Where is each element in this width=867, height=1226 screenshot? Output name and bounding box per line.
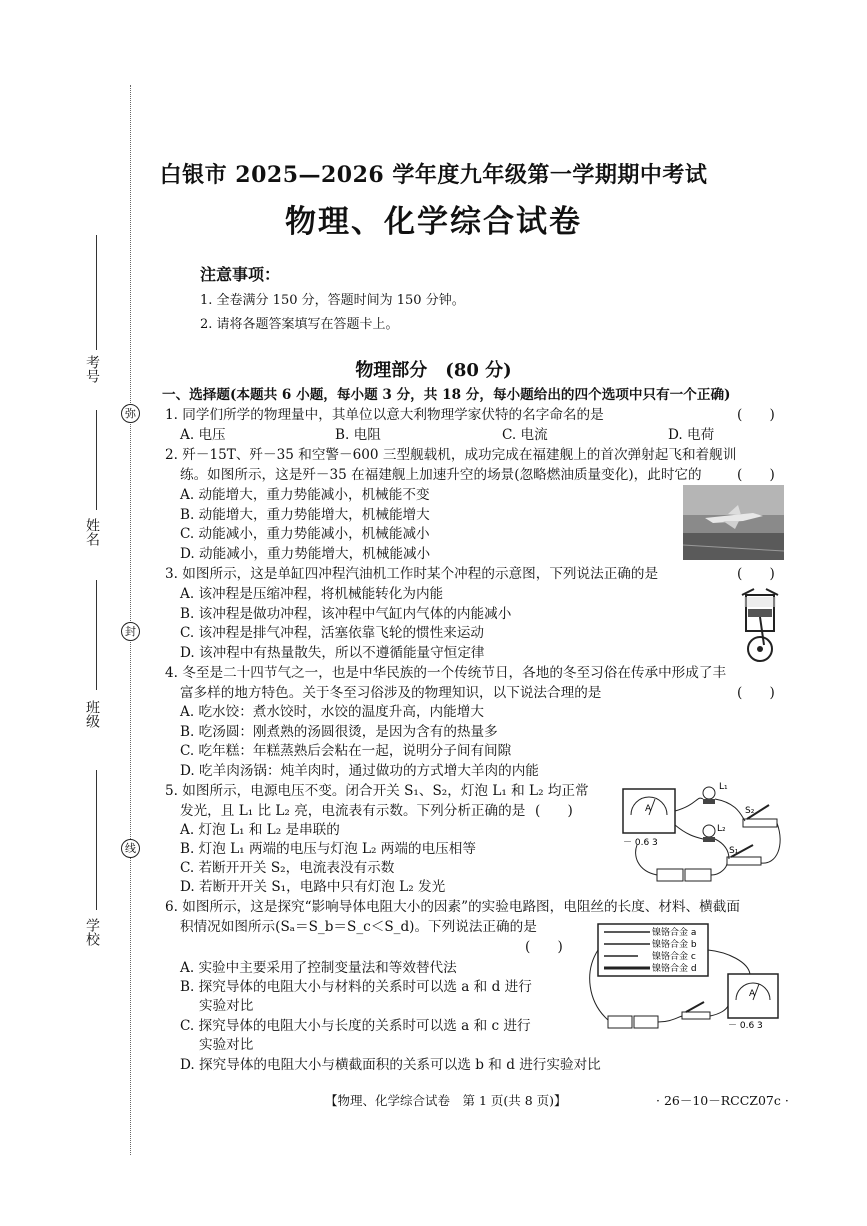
- notice-heading: 注意事项：: [200, 265, 281, 284]
- option: C. 动能减小，重力势能减小，机械能减小: [180, 526, 430, 542]
- option: C. 若断开开关 S₂，电流表没有示数: [180, 860, 395, 876]
- ammeter-terminals: － 0.6 3: [728, 1021, 763, 1031]
- option: B. 灯泡 L₁ 两端的电压与灯泡 L₂ 两端的电压相等: [180, 841, 476, 857]
- answer-bracket: ( ): [737, 685, 775, 701]
- option: D. 电荷: [668, 427, 715, 443]
- option: C. 吃年糕：年糕蒸熟后会粘在一起，说明分子间有间隙: [180, 743, 512, 759]
- school-blank: [96, 770, 97, 910]
- school-label: 学校: [84, 918, 100, 946]
- option: D. 吃羊肉汤锅：炖羊肉时，通过做功的方式增大羊肉的内能: [180, 763, 539, 779]
- wire-label-c: 镍铬合金 c: [652, 952, 696, 962]
- option: D. 若断开开关 S₁，电路中只有灯泡 L₂ 发光: [180, 879, 446, 895]
- question-stem: 发光，且 L₁ 比 L₂ 亮，电流表有示数。下列分析正确的是: [180, 803, 526, 819]
- ammeter-symbol: A: [749, 989, 756, 999]
- answer-bracket: ( ): [737, 467, 775, 483]
- option: C. 该冲程是排气冲程，活塞依靠飞轮的惯性来运动: [180, 625, 485, 641]
- notice-item: 1. 全卷满分 150 分，答题时间为 150 分钟。: [200, 293, 465, 308]
- page-footer: 【物理、化学综合试卷 第 1 页(共 8 页)】: [325, 1093, 567, 1108]
- ammeter-terminals: － 0.6 3: [623, 838, 658, 848]
- answer-bracket: ( ): [535, 803, 573, 819]
- option: B. 探究导体的电阻大小与材料的关系时可以选 a 和 d 进行: [180, 979, 532, 995]
- option-continued: 实验对比: [199, 1037, 254, 1053]
- exam-number-blank: [96, 235, 97, 350]
- option: D. 动能减小，重力势能增大，机械能减小: [180, 546, 431, 562]
- part-heading: 一、选择题(本题共 6 小题，每小题 3 分，共 18 分，每小题给出的四个选项中只有一个正确): [162, 387, 731, 403]
- section-title: 物理部分 (80 分): [355, 360, 512, 381]
- binding-line: [130, 85, 131, 1155]
- question-stem: 5. 如图所示，电源电压不变。闭合开关 S₁、S₂，灯泡 L₁ 和 L₂ 均正常: [165, 783, 589, 799]
- class-label: 班级: [84, 700, 100, 728]
- switch-s2-label: S₂: [745, 806, 755, 816]
- answer-bracket: ( ): [737, 566, 775, 582]
- option: D. 探究导体的电阻大小与横截面积的关系可以选 b 和 d 进行实验对比: [180, 1057, 601, 1073]
- question-stem: 6. 如图所示，这是探究“影响导体电阻大小的因素”的实验电路图，电阻丝的长度、材料、横截面: [165, 899, 740, 915]
- option: A. 动能增大，重力势能减小，机械能不变: [180, 487, 430, 503]
- seal-mark-feng: 封: [121, 622, 140, 641]
- question-stem: 3. 如图所示，这是单缸四冲程汽油机工作时某个冲程的示意图，下列说法正确的是: [165, 566, 659, 582]
- paper-code: · 26－10－RCCZ07c ·: [656, 1093, 789, 1108]
- option: A. 灯泡 L₁ 和 L₂ 是串联的: [180, 822, 340, 838]
- circuit-diagram-q6: [578, 922, 788, 1034]
- option: C. 探究导体的电阻大小与长度的关系时可以选 a 和 c 进行: [180, 1018, 531, 1034]
- lamp-l2-label: L₂: [717, 824, 726, 834]
- answer-bracket: ( ): [525, 939, 563, 955]
- option: A. 该冲程是压缩冲程，将机械能转化为内能: [180, 586, 444, 602]
- notice-item: 2. 请将各题答案填写在答题卡上。: [200, 317, 399, 332]
- circuit-diagram-q5: [617, 775, 787, 887]
- engine-diagram: [734, 587, 786, 665]
- option-continued: 实验对比: [199, 998, 254, 1014]
- exam-title: 白银市 2025—2026 学年度九年级第一学期期中考试: [159, 162, 708, 188]
- question-stem: 1. 同学们所学的物理量中，其单位以意大利物理学家伏特的名字命名的是: [165, 407, 604, 423]
- answer-bracket: ( ): [737, 407, 775, 423]
- option: B. 动能增大，重力势能增大，机械能增大: [180, 507, 430, 523]
- seal-mark-xian: 线: [121, 839, 140, 858]
- paper-title: 物理、化学综合试卷: [285, 204, 582, 240]
- class-blank: [96, 580, 97, 690]
- seal-mark-mi: 弥: [121, 404, 140, 423]
- wire-label-d: 镍铬合金 d: [652, 964, 697, 974]
- switch-s1-label: S₁: [729, 846, 739, 856]
- question-stem: 4. 冬至是二十四节气之一，也是中华民族的一个传统节日，各地的冬至习俗在传承中形成了丰: [165, 665, 727, 681]
- option: A. 电压: [180, 427, 226, 443]
- exam-number-label: 考号: [84, 355, 100, 383]
- option: C. 电流: [502, 427, 548, 443]
- option: B. 该冲程是做功冲程，该冲程中气缸内气体的内能减小: [180, 606, 512, 622]
- option: B. 电阻: [335, 427, 381, 443]
- wire-label-b: 镍铬合金 b: [652, 940, 697, 950]
- question-stem: 练。如图所示，这是歼－35 在福建舰上加速升空的场景(忽略燃油质量变化)，此时它的: [180, 467, 702, 483]
- question-stem: 积情况如图所示(Sₐ＝S_b＝S_c＜S_d)。下列说法正确的是: [180, 919, 537, 935]
- option: A. 实验中主要采用了控制变量法和等效替代法: [180, 960, 457, 976]
- lamp-l1-label: L₁: [719, 782, 728, 792]
- jet-photo: [683, 485, 784, 560]
- name-blank: [96, 410, 97, 510]
- question-stem: 2. 歼－15T、歼－35 和空警－600 三型舰载机，成功完成在福建舰上的首次弹射起飞和着舰训: [165, 447, 737, 463]
- option: D. 该冲程中有热量散失，所以不遵循能量守恒定律: [180, 645, 485, 661]
- question-stem: 富多样的地方特色。关于冬至习俗涉及的物理知识，以下说法合理的是: [180, 685, 602, 701]
- wire-label-a: 镍铬合金 a: [652, 928, 697, 938]
- option: A. 吃水饺：煮水饺时，水饺的温度升高，内能增大: [180, 704, 484, 720]
- ammeter-symbol: A: [645, 804, 652, 814]
- name-label: 姓名: [84, 518, 100, 546]
- option: B. 吃汤圆：刚煮熟的汤圆很烫，是因为含有的热量多: [180, 724, 498, 740]
